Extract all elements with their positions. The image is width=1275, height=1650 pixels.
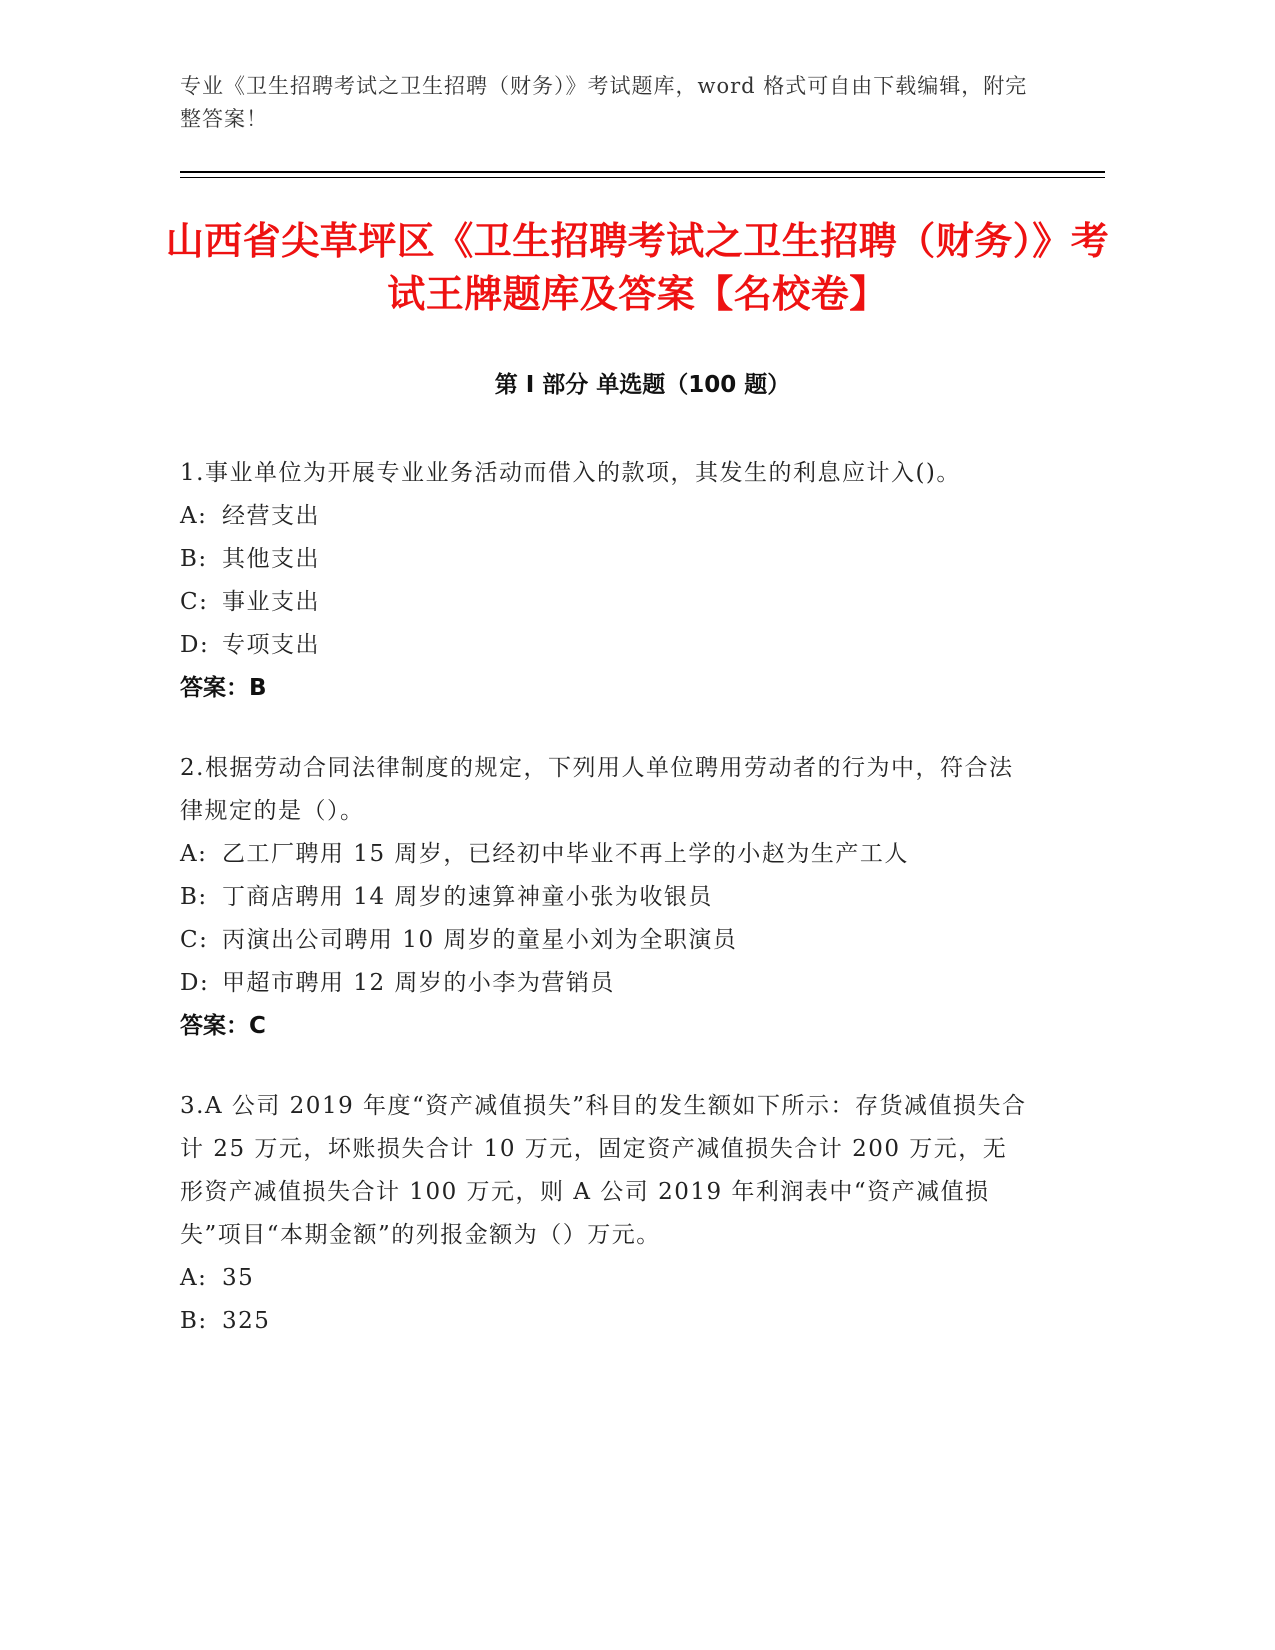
option-text: 专项支出 — [222, 632, 320, 658]
option-a — [180, 1257, 1030, 1300]
option-key: D: — [180, 970, 210, 996]
option-text: 经营支出 — [222, 503, 320, 529]
question-stem: 2.根据劳动合同法律制度的规定，下列用人单位聘用劳动者的行为中，符合法律规定的是（）。 — [180, 755, 1014, 824]
option-key: A: — [180, 1265, 208, 1291]
option-text: 丙演出公司聘用 10 周岁的童星小刘为全职演员 — [222, 927, 738, 953]
question-stem: 1.事业单位为开展专业业务活动而借入的款项，其发生的利息应计入()。 — [180, 460, 961, 486]
question-3 — [180, 1085, 1030, 1343]
option-key: D: — [180, 632, 210, 658]
header-note: 专业《卫生招聘考试之卫生招聘（财务）》考试题库，word 格式可自由下载编辑，附完整答案！ — [180, 74, 1028, 131]
option-d — [180, 624, 1030, 667]
question-1 — [180, 452, 1030, 710]
option-c — [180, 581, 1030, 624]
option-key: A: — [180, 841, 208, 867]
question-stem: 3.A 公司 2019 年度“资产减值损失”科目的发生额如下所示：存货减值损失合计 25 万元，坏账损失合计 10 万元，固定资产减值损失合计 200 万元，无形资产减值损失合计 100 万元，则 A 公司 2019 年利润表中“资产减值损失”项目“本期金额”的列报金额为（）万元。 — [180, 1093, 1027, 1248]
option-d — [180, 962, 1030, 1005]
section-heading: 第 I 部分 单选题（100 题） — [494, 372, 791, 398]
option-key: B: — [180, 546, 208, 572]
header-rule-thin — [180, 177, 1105, 178]
option-key: A: — [180, 503, 208, 529]
answer-line: 答案：B — [180, 675, 267, 701]
question-2 — [180, 747, 1030, 1048]
option-text: 乙工厂聘用 15 周岁，已经初中毕业不再上学的小赵为生产工人 — [222, 841, 909, 867]
option-b — [180, 538, 1030, 581]
option-text: 35 — [222, 1265, 255, 1291]
option-a — [180, 833, 1030, 876]
option-b — [180, 876, 1030, 919]
option-b — [180, 1300, 1030, 1343]
option-a — [180, 495, 1030, 538]
option-text: 丁商店聘用 14 周岁的速算神童小张为收银员 — [222, 884, 713, 910]
option-key: C: — [180, 589, 209, 615]
question-list — [180, 452, 1030, 1380]
option-c — [180, 919, 1030, 962]
option-key: B: — [180, 1308, 208, 1334]
option-key: C: — [180, 927, 209, 953]
document-title: 山西省尖草坪区《卫生招聘考试之卫生招聘（财务）》考试王牌题库及答案【名校卷】 — [165, 219, 1110, 316]
option-text: 甲超市聘用 12 周岁的小李为营销员 — [222, 970, 615, 996]
header-rule-thick — [180, 171, 1105, 173]
option-text: 其他支出 — [222, 546, 320, 572]
option-key: B: — [180, 884, 208, 910]
option-text: 事业支出 — [222, 589, 320, 615]
option-text: 325 — [222, 1308, 271, 1334]
answer-line: 答案：C — [180, 1013, 266, 1039]
